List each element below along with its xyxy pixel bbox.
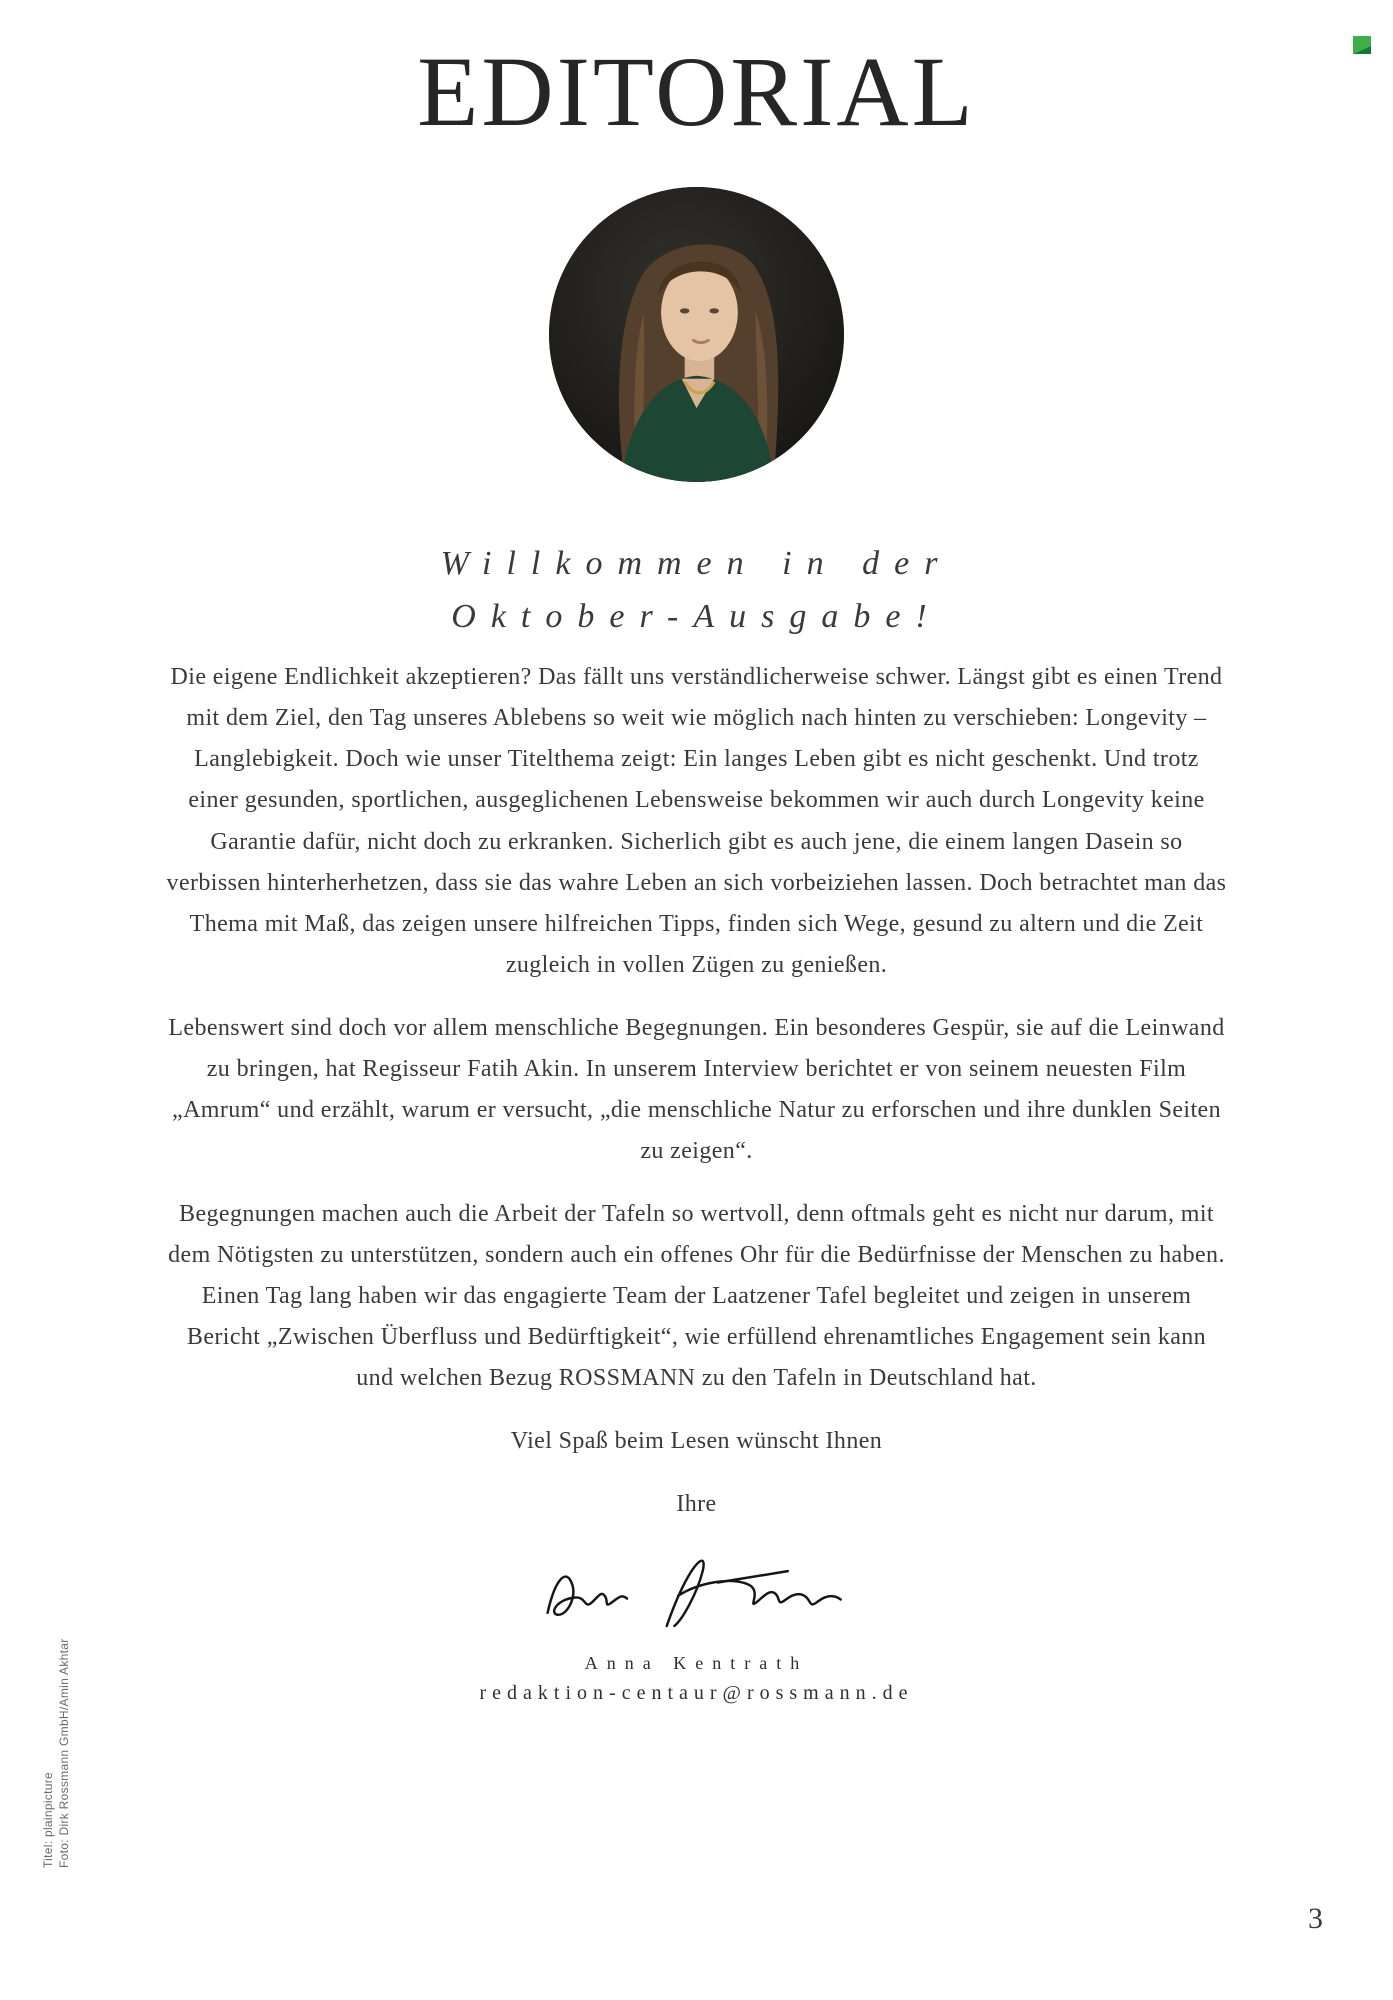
photo-credit-title: Titel: plainpicture xyxy=(41,1772,55,1868)
editorial-paragraph-3: Begegnungen machen auch die Arbeit der Tafeln so wertvoll, denn oftmals geht es nicht nur darum, mit dem Nötigsten zu unterstützen, sondern auch ein offenes Ohr für die Bedürfnisse der Menschen zu haben. Einen Tag lang haben wir das engagierte Team der Laatzener Tafel begleitet und zeigen in unserem Bericht „Zwischen Überfluss und Bedürftigkeit“, wie erfüllend ehrenamtliches Engagement sein kann und welchen Bezug ROSSMANN zu den Tafeln in Deutschland hat. xyxy=(168,1200,1225,1391)
closing-salutation: Ihre xyxy=(676,1490,717,1517)
editor-portrait-photo xyxy=(549,187,844,482)
photo-credit-photo: Foto: Dirk Rossmann GmbH/Amin Akhtar xyxy=(57,1638,71,1868)
welcome-heading-line-2: Oktober-Ausgabe! xyxy=(451,597,942,635)
closing-wish: Viel Spaß beim Lesen wünscht Ihnen xyxy=(510,1427,883,1454)
editorial-body xyxy=(167,657,1227,1525)
page-number: 3 xyxy=(1308,1902,1323,1935)
brand-corner-icon xyxy=(1353,36,1371,54)
editorial-paragraph-2: Lebenswert sind doch vor allem menschliche Begegnungen. Ein besonderes Gespür, sie auf die Leinwand zu bringen, hat Regisseur Fatih Akin. In unserem Interview berichtet er von seinem neuesten Film „Amrum“ und erzählt, warum er versucht, „die menschliche Natur zu erforschen und ihre dunklen Seiten zu zeigen“. xyxy=(168,1014,1225,1164)
photo-credits xyxy=(40,1568,72,1868)
welcome-heading xyxy=(0,538,1393,643)
page-title: EDITORIAL xyxy=(417,36,976,147)
welcome-heading-line-1: Willkommen in der xyxy=(440,545,953,582)
editorial-paragraph-1: Die eigene Endlichkeit akzeptieren? Das fällt uns verständlicherweise schwer. Längst gibt es einen Trend mit dem Ziel, den Tag unseres Ablebens so weit wie möglich nach hinten zu verschieben: Longevity – Langlebigkeit. Doch wie unser Titelthema zeigt: Ein langes Leben gibt es nicht geschenkt. Und trotz einer gesunden, sportlichen, ausgeglichenen Lebensweise bekommen wir auch durch Longevity keine Garantie dafür, nicht doch zu erkranken. Sicherlich gibt es auch jene, die einem langen Dasein so verbissen hinterherhetzen, dass sie das wahre Leben an sich vorbeiziehen lassen. Doch betrachtet man das Thema mit Maß, das zeigen unsere hilfreichen Tipps, finden sich Wege, gesund zu altern und die Zeit zugleich in vollen Zügen zu genießen. xyxy=(166,664,1227,978)
editor-name: Anna Kentrath xyxy=(584,1652,809,1673)
editor-email: redaktion-centaur@rossmann.de xyxy=(479,1681,914,1704)
handwritten-signature xyxy=(532,1539,862,1643)
